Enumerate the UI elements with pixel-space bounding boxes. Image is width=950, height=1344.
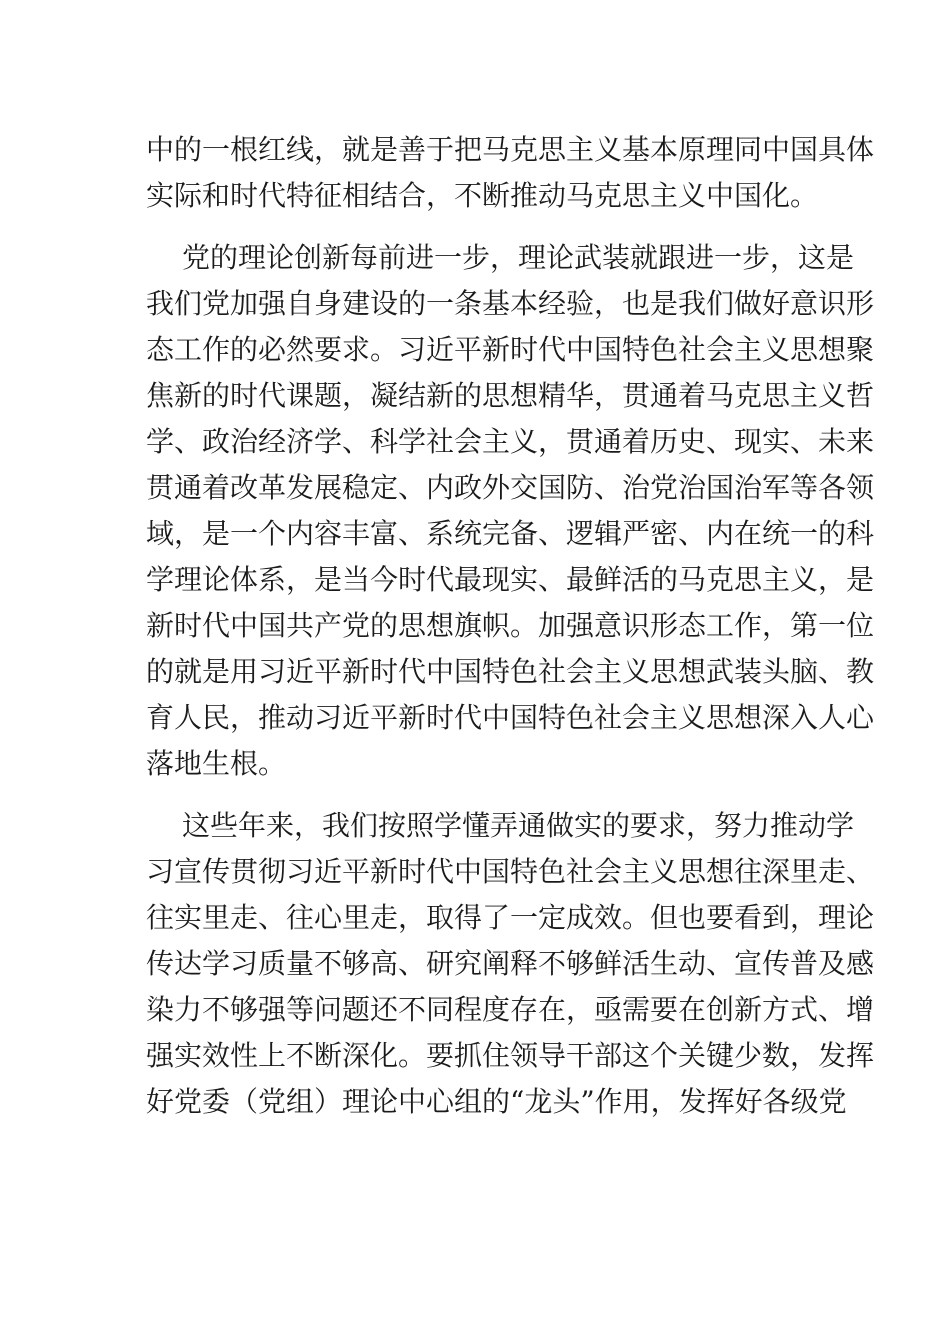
text-line: 育人民，推动习近平新时代中国特色社会主义思想深入人心 [146, 701, 875, 734]
text-line: 我们党加强自身建设的一条基本经验，也是我们做好意识形 [146, 287, 875, 320]
text-line: 党的理论创新每前进一步，理论武装就跟进一步，这是 [182, 241, 855, 274]
text-line: 习宣传贯彻习近平新时代中国特色社会主义思想往深里走、 [146, 855, 875, 888]
text-line: 强实效性上不断深化。要抓住领导干部这个关键少数，发挥 [146, 1039, 875, 1072]
text-line: 的就是用习近平新时代中国特色社会主义思想武装头脑、教 [146, 655, 875, 688]
text-line: 染力不够强等问题还不同程度存在，亟需要在创新方式、增 [146, 993, 875, 1026]
text-line: 焦新的时代课题，凝结新的思想精华，贯通着马克思主义哲 [146, 379, 875, 412]
text-line: 态工作的必然要求。习近平新时代中国特色社会主义思想聚 [146, 333, 875, 366]
text-line: 学理论体系，是当今时代最现实、最鲜活的马克思主义，是 [146, 563, 875, 596]
text-line: 域，是一个内容丰富、系统完备、逻辑严密、内在统一的科 [146, 517, 875, 550]
text-line: 实际和时代特征相结合，不断推动马克思主义中国化。 [146, 179, 819, 212]
text-line: 传达学习质量不够高、研究阐释不够鲜活生动、宣传普及感 [146, 947, 875, 980]
paragraph-2 [146, 235, 875, 787]
text-line: 学、政治经济学、科学社会主义，贯通着历史、现实、未来 [146, 425, 875, 458]
text-line: 好党委（党组）理论中心组的“龙头”作用，发挥好各级党 [146, 1085, 847, 1118]
text-line: 中的一根红线，就是善于把马克思主义基本原理同中国具体 [146, 133, 875, 166]
text-line: 这些年来，我们按照学懂弄通做实的要求，努力推动学 [182, 809, 855, 842]
paragraph-1 [146, 127, 875, 219]
document-body [146, 127, 875, 1125]
text-line: 贯通着改革发展稳定、内政外交国防、治党治国治军等各领 [146, 471, 875, 504]
text-line: 落地生根。 [146, 747, 287, 780]
text-line: 往实里走、往心里走，取得了一定成效。但也要看到，理论 [146, 901, 875, 934]
text-line: 新时代中国共产党的思想旗帜。加强意识形态工作，第一位 [146, 609, 875, 642]
paragraph-3 [146, 803, 875, 1125]
